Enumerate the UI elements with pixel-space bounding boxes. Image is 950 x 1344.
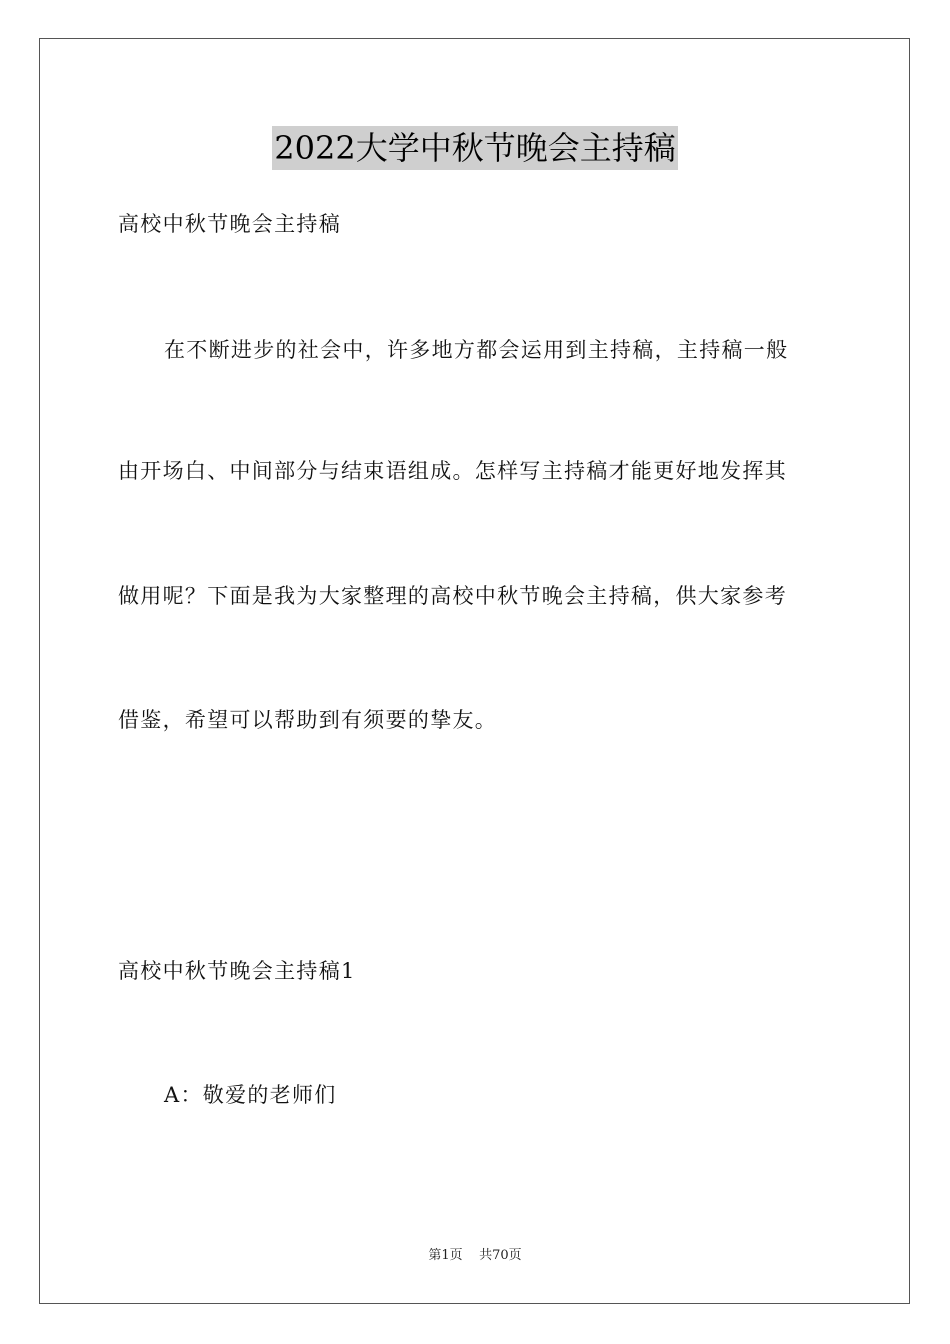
section-heading: 高校中秋节晚会主持稿1 xyxy=(118,959,356,983)
document-title: 2022大学中秋节晚会主持稿 xyxy=(272,126,677,170)
dialogue-line: A：敬爱的老师们 xyxy=(164,1083,337,1107)
paragraph-line-4: 借鉴，希望可以帮助到有须要的挚友。 xyxy=(118,708,498,732)
title-container xyxy=(0,126,950,170)
page-number: 第1页 xyxy=(428,1248,463,1263)
page-footer xyxy=(0,1247,950,1265)
paragraph-line-1: 在不断进步的社会中，许多地方都会运用到主持稿，主持稿一般 xyxy=(164,338,789,362)
paragraph-line-3: 做用呢？下面是我为大家整理的高校中秋节晚会主持稿，供大家参考 xyxy=(118,584,787,608)
paragraph-line-2: 由开场白、中间部分与结束语组成。怎样写主持稿才能更好地发挥其 xyxy=(118,459,787,483)
document-subtitle: 高校中秋节晚会主持稿 xyxy=(118,212,341,236)
page-total: 共70页 xyxy=(479,1248,522,1263)
